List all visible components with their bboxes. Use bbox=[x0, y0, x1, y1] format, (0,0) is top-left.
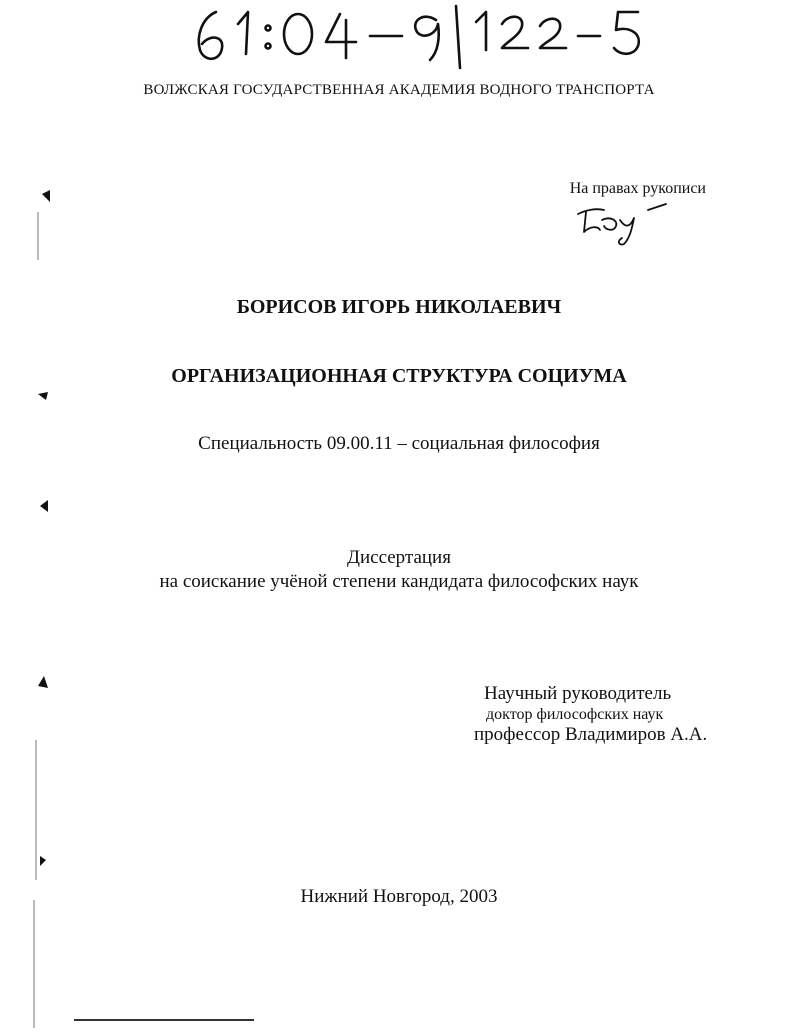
supervisor-label: Научный руководитель bbox=[484, 683, 672, 704]
handwritten-catalog-number bbox=[190, 2, 650, 72]
dissertation-title: ОРГАНИЗАЦИОННАЯ СТРУКТУРА СОЦИУМА bbox=[171, 365, 627, 387]
supervisor-block bbox=[470, 683, 770, 746]
supervisor-name: профессор Владимиров А.А. bbox=[474, 724, 708, 745]
degree-line: на соискание учёной степени кандидата философских наук bbox=[159, 571, 639, 592]
specialty-line: Специальность 09.00.11 – социальная философия bbox=[198, 433, 600, 454]
place-and-year: Нижний Новгород, 2003 bbox=[300, 886, 498, 907]
scan-margin-marks bbox=[28, 180, 58, 1028]
scan-bottom-edge-line bbox=[74, 1019, 254, 1021]
signature-drawing bbox=[572, 198, 672, 250]
handwritten-catalog-number-drawing bbox=[190, 2, 650, 72]
author-name: БОРИСОВ ИГОРЬ НИКОЛАЕВИЧ bbox=[236, 296, 562, 318]
handwritten-signature bbox=[572, 198, 672, 250]
supervisor-degree: доктор философских наук bbox=[486, 706, 664, 723]
scan-margin-marks-drawing bbox=[28, 180, 58, 1028]
institution-name: ВОЛЖСКАЯ ГОСУДАРСТВЕННАЯ АКАДЕМИЯ ВОДНОГО ТРАНСПОРТА bbox=[143, 82, 655, 98]
manuscript-rights-note: На правах рукописи bbox=[569, 180, 706, 197]
document-type: Диссертация bbox=[347, 547, 451, 568]
